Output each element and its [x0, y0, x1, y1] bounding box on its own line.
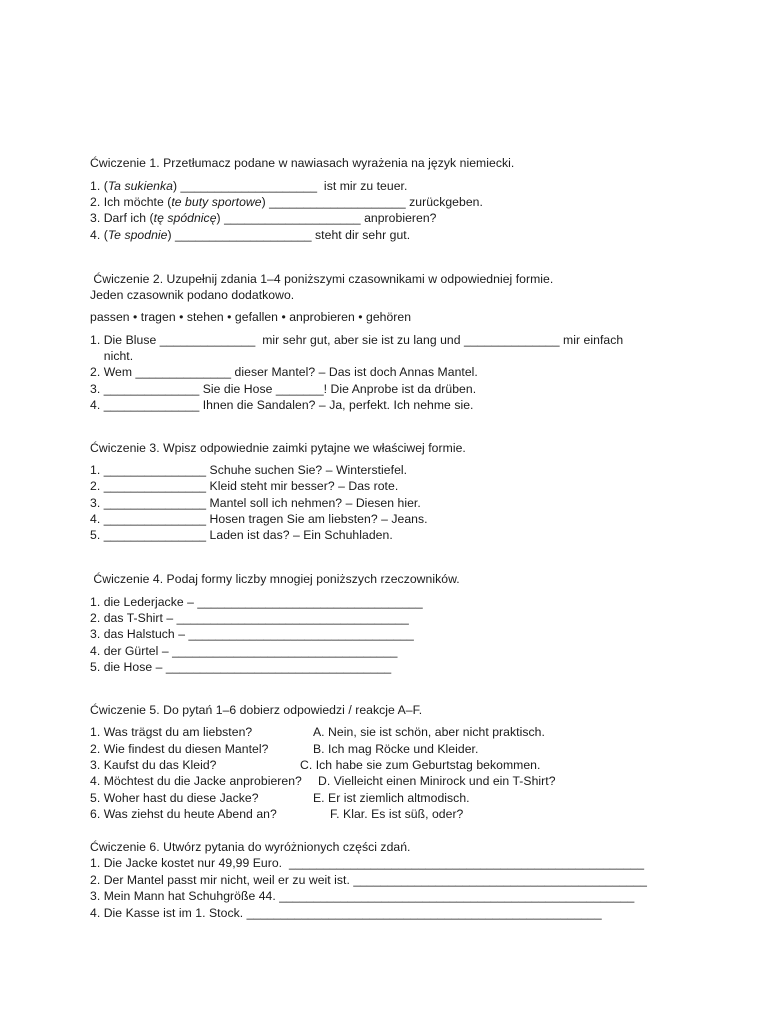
exercise-2-title-cont: Jeden czasownik podano dodatkowo. — [90, 288, 295, 302]
exercise-4-line-2: 2. das T-Shirt – __________________________________ — [90, 611, 409, 625]
exercise-3-title: Ćwiczenie 3. Wpisz odpowiednie zaimki pytajne we właściwej formie. — [90, 441, 466, 455]
exercise-1-line-4: 4. (Te spodnie) ____________________ steht dir sehr gut. — [90, 228, 411, 242]
exercise-2-title: Ćwiczenie 2. Uzupełnij zdania 1–4 poniższymi czasownikami w odpowiedniej formie. — [90, 272, 554, 286]
exercise-5-question-1: 1. Was trägst du am liebsten? — [90, 725, 253, 739]
exercise-3-line-2: 2. _______________ Kleid steht mir besser? – Das rote. — [90, 479, 399, 493]
exercise-6-line-3: 3. Mein Mann hat Schuhgröße 44. ____________________________________________________ — [90, 889, 635, 903]
exercise-5-answer-d: D. Vielleicht einen Minirock und ein T-Shirt? — [318, 774, 556, 788]
exercise-5-answer-b: B. Ich mag Röcke und Kleider. — [313, 742, 479, 756]
exercise-6-line-1: 1. Die Jacke kostet nur 49,99 Euro. ____________________________________________________ — [90, 856, 645, 870]
exercise-1-title: Ćwiczenie 1. Przetłumacz podane w nawiasach wyrażenia na język niemiecki. — [90, 156, 515, 170]
exercise-5-answer-f: F. Klar. Es ist süß, oder? — [330, 807, 464, 821]
exercise-2-line-1-cont: nicht. — [90, 349, 134, 363]
exercise-4-line-1: 1. die Lederjacke – _________________________________ — [90, 595, 423, 609]
exercise-3-line-4: 4. _______________ Hosen tragen Sie am liebsten? – Jeans. — [90, 512, 428, 526]
exercise-5-answer-e: E. Er ist ziemlich altmodisch. — [313, 791, 470, 805]
exercise-3-line-1: 1. _______________ Schuhe suchen Sie? – Winterstiefel. — [90, 463, 408, 477]
exercise-2-line-4: 4. ______________ Ihnen die Sandalen? – Ja, perfekt. Ich nehme sie. — [90, 398, 474, 412]
exercise-5-question-6: 6. Was ziehst du heute Abend an? — [90, 807, 277, 821]
exercise-1-line-3: 3. Darf ich (tę spódnicę) ____________________ anprobieren? — [90, 211, 437, 225]
exercise-5-question-4: 4. Möchtest du die Jacke anprobieren? — [90, 774, 302, 788]
exercise-6-line-4: 4. Die Kasse ist im 1. Stock. ____________________________________________________ — [90, 906, 602, 920]
exercise-2-word-bank: passen • tragen • stehen • gefallen • anprobieren • gehören — [90, 310, 412, 324]
exercise-5-answer-a: A. Nein, sie ist schön, aber nicht praktisch. — [313, 725, 545, 739]
exercise-4-title: Ćwiczenie 4. Podaj formy liczby mnogiej poniższych rzeczowników. — [90, 572, 460, 586]
exercise-1-line-2: 2. Ich möchte (te buty sportowe) ____________________ zurückgeben. — [90, 195, 483, 209]
exercise-4-line-3: 3. das Halstuch – _________________________________ — [90, 627, 414, 641]
exercise-5-question-2: 2. Wie findest du diesen Mantel? — [90, 742, 269, 756]
exercise-4-line-5: 5. die Hose – _________________________________ — [90, 660, 392, 674]
exercise-2-line-2: 2. Wem ______________ dieser Mantel? – Das ist doch Annas Mantel. — [90, 365, 478, 379]
exercise-6-title: Ćwiczenie 6. Utwórz pytania do wyróżnionych części zdań. — [90, 840, 411, 854]
exercise-5-answer-c: C. Ich habe sie zum Geburtstag bekommen. — [300, 758, 541, 772]
exercise-5-title: Ćwiczenie 5. Do pytań 1–6 dobierz odpowiedzi / reakcje A–F. — [90, 703, 423, 717]
exercise-5-question-3: 3. Kaufst du das Kleid? — [90, 758, 217, 772]
exercise-2-line-1: 1. Die Bluse ______________ mir sehr gut, aber sie ist zu lang und ______________ mir einfach — [90, 333, 624, 347]
exercise-6-line-2: 2. Der Mantel passt mir nicht, weil er zu weit ist. ___________________________________________ — [90, 873, 647, 887]
exercise-3-line-3: 3. _______________ Mantel soll ich nehmen? – Diesen hier. — [90, 496, 421, 510]
exercise-4-line-4: 4. der Gürtel – _________________________________ — [90, 644, 398, 658]
exercise-5-question-5: 5. Woher hast du diese Jacke? — [90, 791, 259, 805]
exercise-1-line-1: 1. (Ta sukienka) ____________________ ist mir zu teuer. — [90, 179, 408, 193]
exercise-2-line-3: 3. ______________ Sie die Hose _______! Die Anprobe ist da drüben. — [90, 382, 477, 396]
exercise-3-line-5: 5. _______________ Laden ist das? – Ein Schuhladen. — [90, 528, 393, 542]
